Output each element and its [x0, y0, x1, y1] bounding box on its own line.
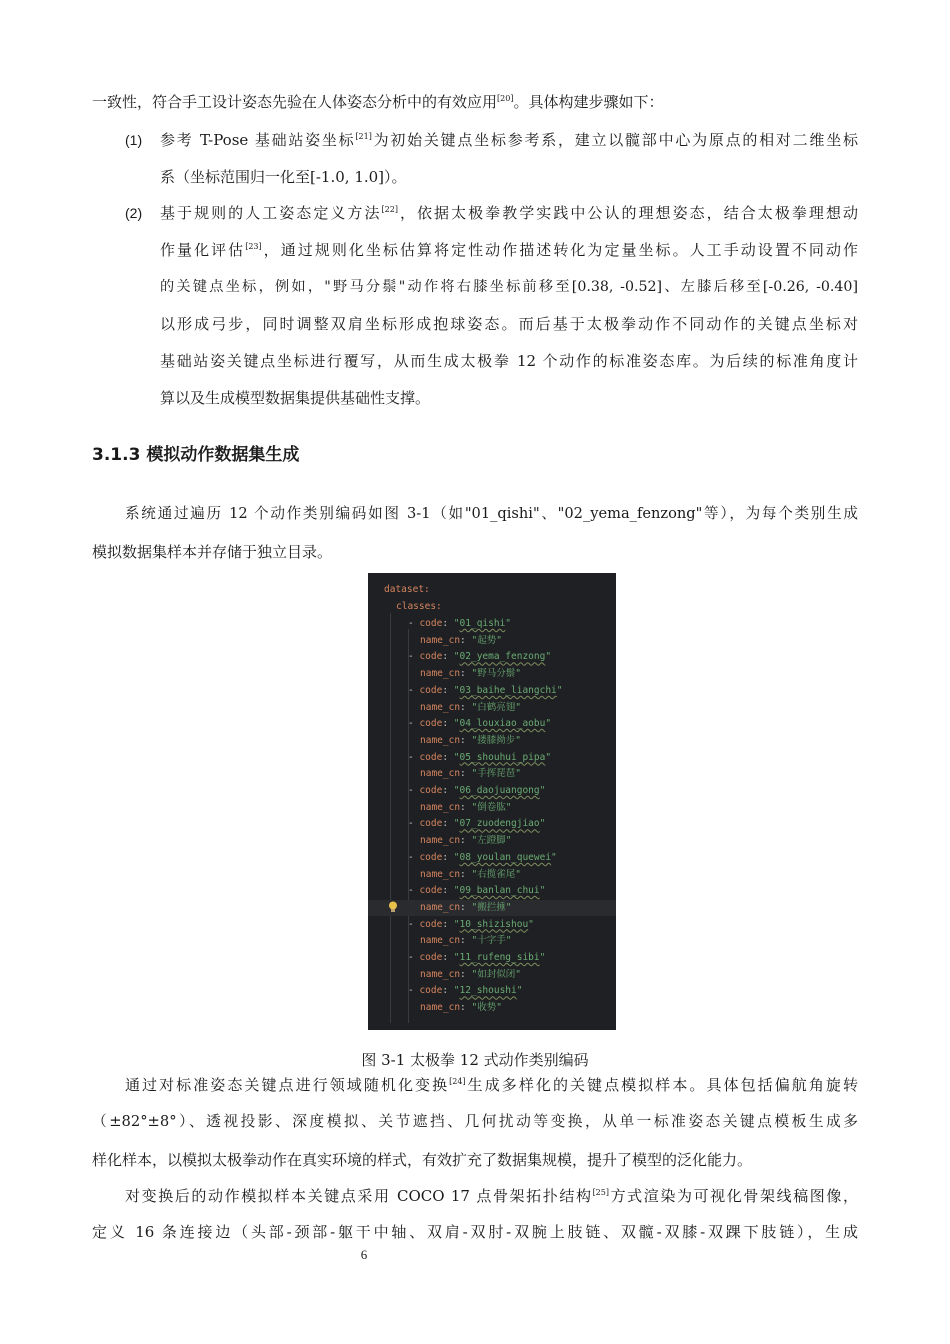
code-line-code: - code: "07_zuodengjiao"	[408, 818, 546, 830]
section-heading: 3.1.3 模拟动作数据集生成	[92, 445, 300, 465]
paragraph-line: 模拟数据集样本并存储于独立目录。	[92, 543, 333, 561]
code-line: classes:	[396, 601, 442, 612]
list-number: (1)	[125, 132, 143, 148]
code-line-code: - code: "12_shoushi"	[408, 985, 523, 997]
citation[interactable]: [20]	[497, 94, 514, 103]
code-line-code: - code: "05_shouhui_pipa"	[408, 751, 552, 763]
paragraph-line: 系（坐标范围归一化至[-1.0, 1.0]）。	[160, 168, 407, 186]
figure-caption: 图 3-1 太极拳 12 式动作类别编码	[361, 1051, 589, 1069]
paragraph-line: 样化样本，以模拟太极拳动作在真实环境的样式，有效扩充了数据集规模，提升了模型的泛化能力。	[92, 1151, 753, 1169]
citation[interactable]: [24]	[449, 1077, 466, 1086]
code-line-name: name_cn: "手挥琵琶"	[420, 768, 521, 780]
lightbulb-icon[interactable]	[388, 901, 398, 913]
code-line-code: - code: "04_louxiao_aobu"	[408, 718, 552, 730]
paragraph-line: 以形成弓步，同时调整双肩坐标形成抱球姿态。而后基于太极拳动作不同动作的关键点坐标对	[160, 315, 858, 333]
code-line-name: name_cn: "起势"	[420, 634, 502, 646]
code-line-name: name_cn: "右揽雀尾"	[420, 868, 521, 880]
paragraph-line: 定义 16 条连接边（头部-颈部-躯干中轴、双肩-双肘-双腕上肢链、双髋-双膝-双踝下肢链），生成	[92, 1223, 858, 1241]
code-line-name: name_cn: "倒卷肱"	[420, 801, 512, 813]
code-line-code: - code: "08_youlan_quewei"	[408, 851, 557, 863]
paragraph-line: 通过对标准姿态关键点进行领域随机化变换[24]生成多样化的关键点模拟样本。具体包括偏航角旋转	[125, 1076, 858, 1094]
code-line-name: name_cn: "白鹤亮翅"	[420, 701, 521, 713]
page-number: 6	[360, 1247, 368, 1262]
citation[interactable]: [23]	[245, 242, 262, 251]
paragraph-line: 作量化评估[23]，通过规则化坐标估算将定性动作描述转化为定量坐标。人工手动设置不同动作	[160, 241, 858, 259]
code-line-name: name_cn: "左蹬脚"	[420, 835, 512, 847]
citation[interactable]: [22]	[381, 205, 398, 214]
code-line-name: name_cn: "搬拦捶"	[368, 900, 616, 916]
citation[interactable]: [25]	[592, 1188, 609, 1197]
code-line-name: name_cn: "搂膝拗步"	[420, 734, 521, 746]
code-line-name: name_cn: "收势"	[420, 1002, 502, 1014]
paragraph-line: 的关键点坐标，例如，"野马分鬃"动作将右膝坐标前移至[0.38, -0.52]、左膝后移至[-0.26, -0.40]	[160, 279, 858, 295]
code-line-code: - code: "09_banlan_chui"	[408, 885, 546, 897]
paragraph-line: 基础站姿关键点坐标进行覆写，从而生成太极拳 12 个动作的标准姿态库。为后续的标准角度计	[160, 352, 858, 370]
paragraph-line: 参考 T-Pose 基础站姿坐标[21]为初始关键点坐标参考系，建立以髋部中心为原点的相对二维坐标	[160, 131, 858, 149]
paragraph-line: 对变换后的动作模拟样本关键点采用 COCO 17 点骨架拓扑结构[25]方式渲染为可视化骨架线稿图像，	[125, 1187, 858, 1205]
code-line-code: - code: "02_yema_fenzong"	[408, 651, 552, 663]
paragraph-line: 一致性，符合手工设计姿态先验在人体姿态分析中的有效应用[20]。具体构建步骤如下：	[92, 93, 664, 111]
citation[interactable]: [21]	[355, 132, 372, 141]
code-line-code: - code: "01_qishi"	[408, 618, 512, 629]
code-line-code: - code: "11_rufeng_sibi"	[408, 952, 546, 963]
code-line-name: name_cn: "野马分鬃"	[420, 668, 521, 680]
code-line-code: - code: "06_daojuangong"	[408, 785, 546, 796]
paragraph-line: 系统通过遍历 12 个动作类别编码如图 3-1（如"01_qishi"、"02_yema_fenzong"等），为每个类别生成	[125, 505, 858, 522]
code-line-name: name_cn: "如封似闭"	[420, 968, 521, 980]
code-line: dataset:	[384, 584, 430, 595]
list-number: (2)	[125, 205, 143, 221]
code-line-code: - code: "10_shizishou"	[408, 918, 534, 930]
paragraph-line: 算以及生成模型数据集提供基础性支撑。	[160, 389, 431, 407]
code-line-name: name_cn: "十字手"	[420, 935, 512, 947]
paragraph-line: 基于规则的人工姿态定义方法[22]，依据太极拳教学实践中公认的理想姿态，结合太极拳理想动	[160, 204, 858, 222]
paragraph-line: （±82°±8°）、透视投影、深度模拟、关节遮挡、几何扰动等变换，从单一标准姿态关键点模板生成多	[92, 1113, 858, 1130]
code-line-code: - code: "03_baihe_liangchi"	[408, 684, 563, 696]
code-figure	[368, 573, 616, 1030]
